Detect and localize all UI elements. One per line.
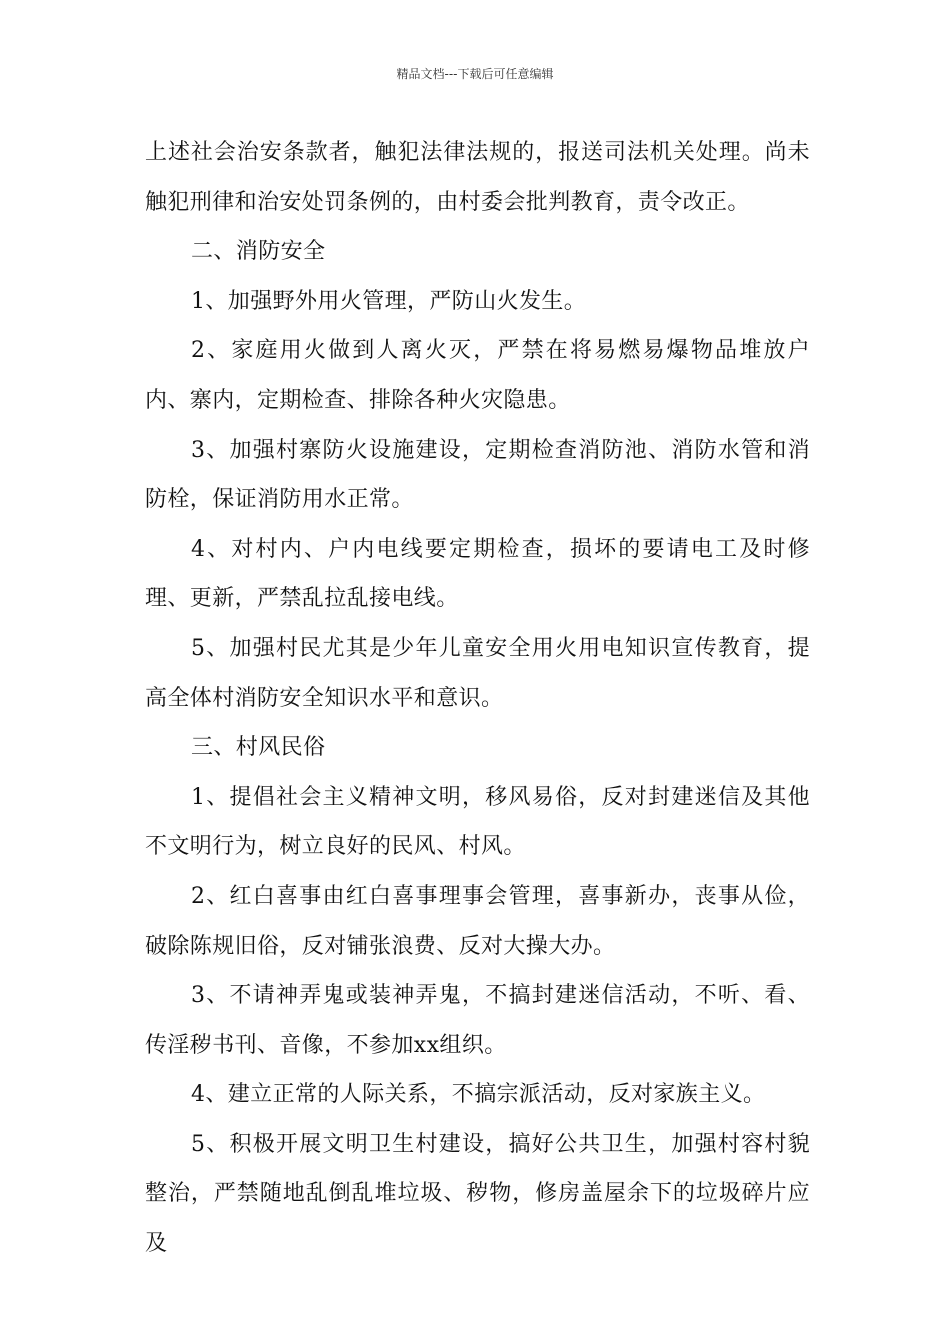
list-item: 3、加强村寨防火设施建设，定期检查消防池、消防水管和消防栓，保证消防用水正常。: [145, 437, 810, 513]
page-header: 精品文档---下载后可任意编辑: [396, 67, 554, 81]
paragraph-public-order-tail: 上述社会治安条款者，触犯法律法规的，报送司法机关处理。尚未触犯刑律和治安处罚条例的，由村委会批判教育，责令改正。: [145, 140, 810, 215]
list-item: 4、建立正常的人际关系，不搞宗派活动，反对家族主义。: [191, 1082, 766, 1108]
list-item: 2、家庭用火做到人离火灭，严禁在将易燃易爆物品堆放户内、寨内，定期检查、排除各种火灾隐患。: [145, 338, 810, 413]
list-item: 3、不请神弄鬼或装神弄鬼，不搞封建迷信活动，不听、看、传淫秽书刊、音像，不参加xx组织。: [145, 983, 810, 1058]
list-item: 1、提倡社会主义精神文明，移风易俗，反对封建迷信及其他不文明行为，树立良好的民风、村风。: [145, 784, 810, 860]
list-item: 5、加强村民尤其是少年儿童安全用火用电知识宣传教育，提高全体村消防安全知识水平和意识。: [145, 635, 810, 711]
section-heading-village-customs: 三、村风民俗: [191, 735, 326, 761]
list-item: 1、加强野外用火管理，严防山火发生。: [191, 288, 587, 314]
list-item: 4、对村内、户内电线要定期检查，损坏的要请电工及时修理、更新，严禁乱拉乱接电线。: [145, 536, 810, 612]
list-item: 2、红白喜事由红白喜事理事会管理，喜事新办，丧事从俭，破除陈规旧俗，反对铺张浪费、反对大操大办。: [145, 883, 810, 959]
list-item: 5、积极开展文明卫生村建设，搞好公共卫生，加强村容村貌整治，严禁随地乱倒乱堆垃圾、秽物，修房盖屋余下的垃圾碎片应及: [145, 1131, 810, 1257]
document-body: [145, 128, 810, 1269]
section-heading-fire-safety: 二、消防安全: [191, 239, 326, 265]
